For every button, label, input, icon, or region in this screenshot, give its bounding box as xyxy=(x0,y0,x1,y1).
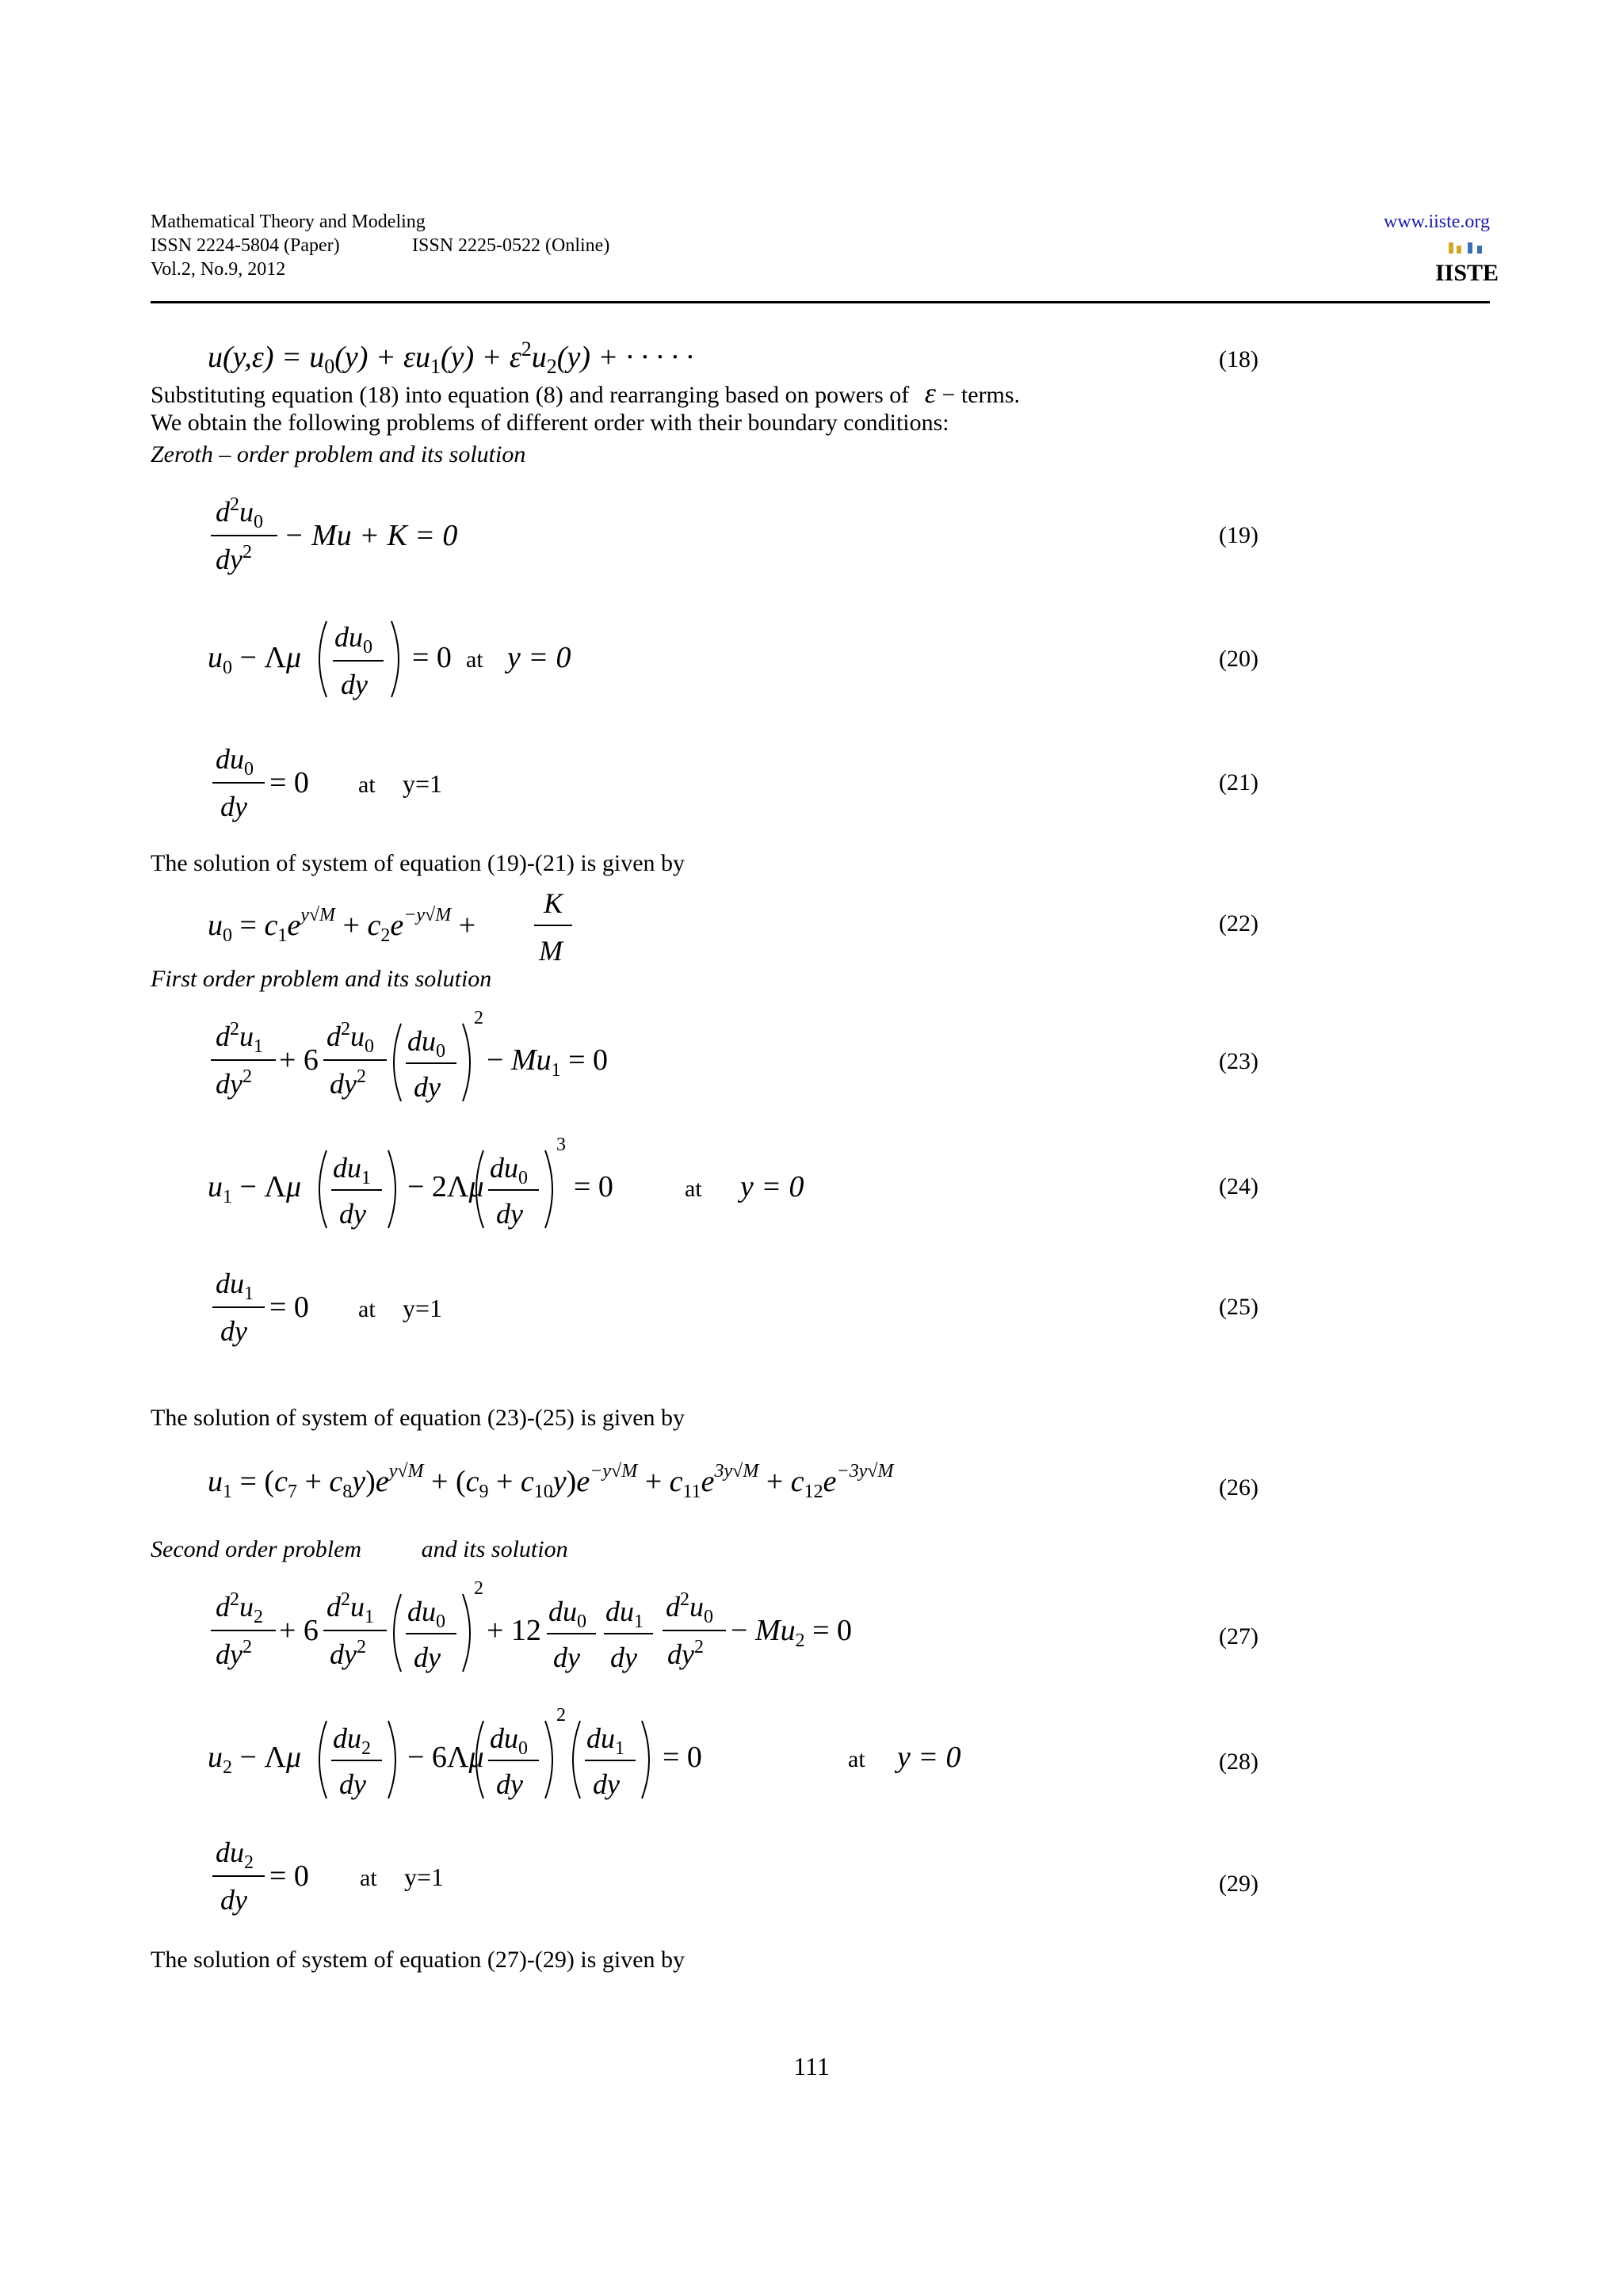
volume-info: Vol.2, No.9, 2012 xyxy=(151,259,286,280)
svg-text:du0: $du_0$ xyxy=(548,1596,586,1632)
svg-text:d2u2: $d^2u_2$ xyxy=(216,1589,263,1627)
svg-text:at: at xyxy=(360,1865,377,1891)
svg-text:= 0: = 0 xyxy=(269,1859,309,1893)
svg-text:d2u1: $d^2u_1$ xyxy=(216,1019,263,1057)
svg-text:du0: $du_0$ xyxy=(216,743,254,780)
svg-text:du1: $du_1$ xyxy=(216,1268,254,1304)
equation-28 xyxy=(208,1703,1000,1806)
eq-number-27: (27) xyxy=(1219,1623,1258,1650)
svg-text:= 0: = 0 xyxy=(412,641,452,674)
eq-number-19: (19) xyxy=(1219,522,1258,548)
svg-text:dy: dy xyxy=(341,669,368,700)
equation-19 xyxy=(208,490,525,577)
svg-text:du0: $du_0$ xyxy=(407,1025,445,1062)
svg-text:dy: dy xyxy=(414,1642,441,1673)
svg-text:− 6Λμ: − 6Λμ xyxy=(407,1741,484,1774)
svg-text:at: at xyxy=(685,1176,702,1202)
svg-text:− Mu1 = 0: − $Mu_1 = 0$ xyxy=(487,1043,609,1081)
iiste-logo xyxy=(1434,241,1499,286)
website-link[interactable]: www.iiste.org xyxy=(1384,212,1490,232)
svg-text:= 0: = 0 xyxy=(269,766,309,799)
svg-text:d2u0: $d^2u_0$ xyxy=(327,1019,374,1057)
eq-number-29: (29) xyxy=(1219,1871,1258,1897)
svg-text:dy: dy xyxy=(220,1315,247,1347)
svg-text:at: at xyxy=(848,1746,865,1772)
svg-text:du0: $du_0$ xyxy=(490,1152,528,1188)
equation-29 xyxy=(208,1830,525,1917)
svg-text:du2: $du_2$ xyxy=(216,1836,254,1873)
svg-text:dy: dy xyxy=(220,791,247,822)
svg-text:u1 = (c7 + c8y)ey√M + (c9 + c: $u_1 = (c_7 + c_8y)e^{y√M} + (c_9 + c_{10}y)e^{-y√M} + c_{11}e^{3y√M} + c_{12}e^{-3y√M}$ xyxy=(208,1461,894,1502)
svg-text:du0: $du_0$ xyxy=(407,1596,445,1632)
svg-text:2: 2 xyxy=(556,1705,566,1726)
svg-text:3: 3 xyxy=(556,1135,566,1155)
svg-text:u2 − Λμ: $u_2 - \Lambda\mu$ xyxy=(208,1741,302,1778)
svg-text:+ 6: + 6 xyxy=(279,1043,319,1077)
equation-20 xyxy=(208,610,620,705)
paragraph-substituting-text: Substituting equation (18) into equation (8) and rearranging based on powers of xyxy=(151,382,910,408)
eq-number-26: (26) xyxy=(1219,1474,1258,1501)
equation-23 xyxy=(208,1006,683,1109)
heading-second-order-a: Second order problem xyxy=(151,1536,362,1562)
heading-first-order: First order problem and its solution xyxy=(151,966,492,992)
svg-text:2: 2 xyxy=(474,1008,483,1028)
header-rule xyxy=(151,301,1490,303)
svg-text:y = 0: y = 0 xyxy=(897,1741,961,1774)
svg-text:+ 12: + 12 xyxy=(487,1614,541,1647)
svg-text:u1 − Λμ: $u_1 - \Lambda\mu$ xyxy=(208,1170,302,1207)
svg-text:dy: dy xyxy=(553,1642,580,1673)
eq-number-21: (21) xyxy=(1219,769,1258,795)
issn-paper: ISSN 2224-5804 (Paper) xyxy=(151,235,340,256)
svg-text:du0: $du_0$ xyxy=(490,1722,528,1759)
svg-text:u0 − Λμ: $u_0 - \Lambda\mu$ xyxy=(208,641,302,678)
svg-text:du1: $du_1$ xyxy=(586,1722,624,1759)
page-number: 111 xyxy=(793,2052,830,2081)
svg-text:dy2: $dy^2$ xyxy=(216,1066,252,1100)
epsilon-symbol: ε xyxy=(924,377,936,409)
paragraph-solution-23-25: The solution of system of equation (23)-(25) is given by xyxy=(151,1405,685,1431)
svg-text:du2: $du_2$ xyxy=(333,1722,371,1759)
svg-text:dy: dy xyxy=(610,1642,637,1673)
svg-text:2: 2 xyxy=(474,1578,483,1599)
heading-second-order-b: and its solution xyxy=(421,1536,568,1562)
eq-number-20: (20) xyxy=(1219,646,1258,672)
paragraph-solution-19-21: The solution of system of equation (19)-(21) is given by xyxy=(151,850,685,876)
svg-text:dy2: $dy^2$ xyxy=(330,1066,366,1100)
equation-26 xyxy=(208,1451,1079,1507)
svg-text:y=1: y=1 xyxy=(403,769,443,798)
svg-text:at: at xyxy=(358,1296,376,1322)
svg-text:dy: dy xyxy=(220,1884,247,1916)
svg-text:du1: $du_1$ xyxy=(605,1596,643,1632)
svg-text:dy2: $dy^2$ xyxy=(216,1637,252,1670)
eq-number-25: (25) xyxy=(1219,1294,1258,1320)
paragraph-substituting-tail: terms. xyxy=(960,382,1021,408)
svg-text:d2u0: $d^2u_0$ xyxy=(666,1589,713,1627)
svg-text:du0: $du_0$ xyxy=(334,621,372,658)
svg-text:y=1: y=1 xyxy=(403,1294,443,1322)
svg-text:d2u0: $d^2u_0$ xyxy=(216,494,263,532)
svg-text:dy: dy xyxy=(414,1071,441,1103)
equation-27 xyxy=(208,1577,921,1680)
equation-18 xyxy=(208,337,762,376)
svg-text:dy2: $dy^2$ xyxy=(330,1637,366,1670)
svg-text:= 0: = 0 xyxy=(574,1170,613,1203)
journal-title: Mathematical Theory and Modeling xyxy=(151,212,426,232)
eq20-at: at xyxy=(466,646,483,673)
svg-text:= 0: = 0 xyxy=(663,1741,702,1774)
paragraph-substituting: Substituting equation (18) into equation (8) and rearranging based on powers of ε − terms. xyxy=(151,377,1021,409)
equation-22 xyxy=(208,881,588,968)
svg-text:− 2Λμ: − 2Λμ xyxy=(407,1170,484,1203)
svg-text:at: at xyxy=(358,772,376,798)
svg-text:y=1: y=1 xyxy=(404,1863,445,1891)
svg-text:d2u1: $d^2u_1$ xyxy=(327,1589,374,1627)
svg-text:du1: $du_1$ xyxy=(333,1152,371,1188)
eq-number-22: (22) xyxy=(1219,910,1258,936)
svg-text:y = 0: y = 0 xyxy=(507,641,571,674)
eq-number-28: (28) xyxy=(1219,1749,1258,1775)
svg-text:dy: dy xyxy=(339,1198,366,1230)
svg-text:dy: dy xyxy=(593,1768,620,1800)
paragraph-obtain: We obtain the following problems of different order with their boundary conditions: xyxy=(151,410,949,436)
svg-text:− Mu2 = 0: − $Mu_2 = 0$ xyxy=(731,1614,853,1651)
svg-text:M: M xyxy=(539,935,563,967)
heading-second-order xyxy=(151,1535,568,1564)
eq-number-23: (23) xyxy=(1219,1048,1258,1074)
equation-21 xyxy=(208,737,525,824)
svg-text:dy: dy xyxy=(496,1768,523,1800)
equation-24 xyxy=(208,1133,842,1236)
svg-text:u0 = c1ey√M + c2e−y√M +: $u_0 = c_1e^{y√M} + c_2e^{-y√M}$ + xyxy=(208,905,476,946)
svg-text:u(y,ε) = u0(y) + εu1(y) + ε2u2: $u(y,\varepsilon) = u_0(y) + \varepsilon u_1(y) + \varepsilon^2u_2(y)$ + · · · · · xyxy=(208,338,694,378)
eq-number-18: (18) xyxy=(1219,346,1258,372)
equation-25 xyxy=(208,1261,525,1348)
svg-text:y = 0: y = 0 xyxy=(740,1170,804,1203)
svg-text:dy: dy xyxy=(339,1768,366,1800)
svg-text:dy2: $dy^2$ xyxy=(667,1637,704,1670)
svg-text:− Mu + K = 0: − Mu + K = 0 xyxy=(284,519,458,552)
svg-text:= 0: = 0 xyxy=(269,1291,309,1324)
heading-zeroth-order: Zeroth – order problem and its solution xyxy=(151,441,526,467)
paragraph-solution-27-29: The solution of system of equation (27)-(29) is given by xyxy=(151,1947,685,1973)
eq-number-24: (24) xyxy=(1219,1173,1258,1199)
svg-text:+ 6: + 6 xyxy=(279,1614,319,1647)
svg-text:K: K xyxy=(544,887,563,919)
svg-text:dy: dy xyxy=(496,1198,523,1230)
issn-online: ISSN 2225-0522 (Online) xyxy=(412,235,610,256)
svg-text:dy2: $dy^2$ xyxy=(216,542,252,575)
svg-text:IISTE: IISTE xyxy=(1434,260,1499,286)
